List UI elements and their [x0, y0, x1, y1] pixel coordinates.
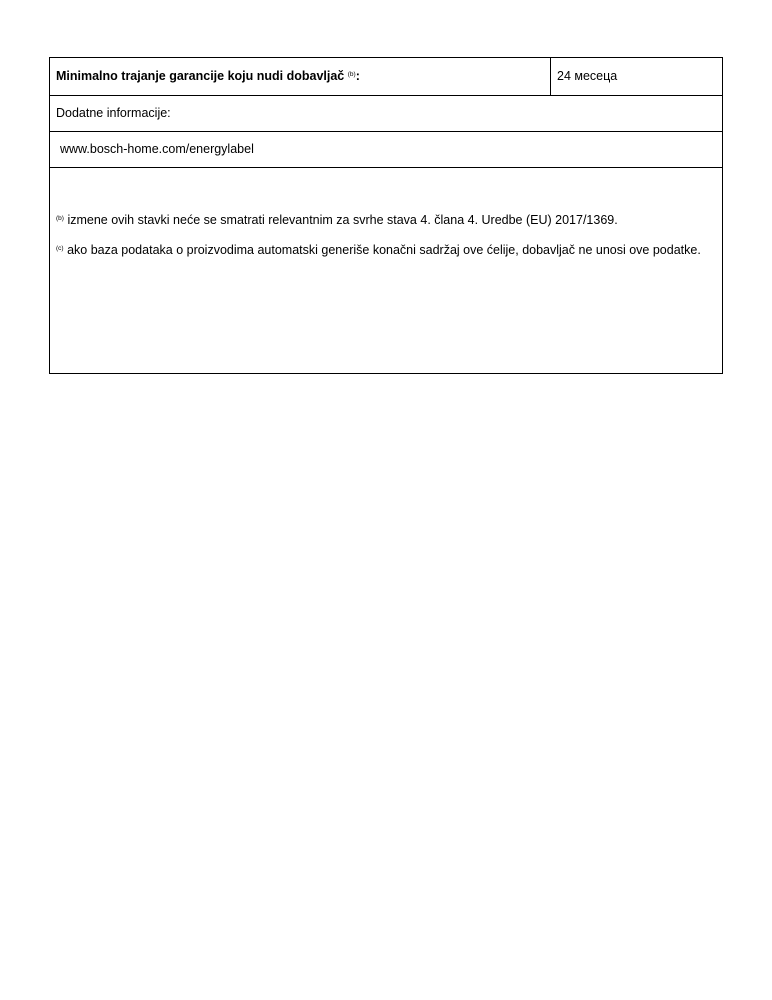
footnote-b-text: izmene ovih stavki neće se smatrati relevantnim za svrhe stava 4. člana 4. Uredbe (EU) 2017/1369.: [67, 213, 618, 227]
additional-info-cell: [50, 96, 723, 132]
energy-label-link[interactable]: www.bosch-home.com/energylabel: [60, 142, 254, 156]
footnote-c-ref: (c): [56, 245, 64, 252]
additional-info-label: Dodatne informacije:: [56, 106, 171, 120]
warranty-value-cell: [551, 58, 723, 96]
warranty-label-cell: [50, 58, 551, 96]
warranty-label: Minimalno trajanje garancije koju nudi dobavljač: [56, 69, 345, 83]
footnotes-cell: [50, 168, 723, 374]
additional-info-row: [50, 96, 723, 132]
warranty-label-suffix: :: [355, 69, 360, 83]
link-row: [50, 132, 723, 168]
link-cell: [50, 132, 723, 168]
footnotes-row: [50, 168, 723, 374]
product-info-table: [49, 57, 723, 374]
warranty-row: [50, 58, 723, 96]
warranty-footnote-ref: (b): [347, 71, 356, 78]
footnote-b: [56, 213, 716, 228]
warranty-value: 24 месеца: [557, 69, 618, 83]
footnote-b-ref: (b): [56, 215, 64, 222]
footnote-c-text: ako baza podataka o proizvodima automatski generiše konačni sadržaj ove ćelije, dobavljač ne unosi ove podatke.: [67, 243, 701, 257]
footnote-c: [56, 243, 716, 258]
